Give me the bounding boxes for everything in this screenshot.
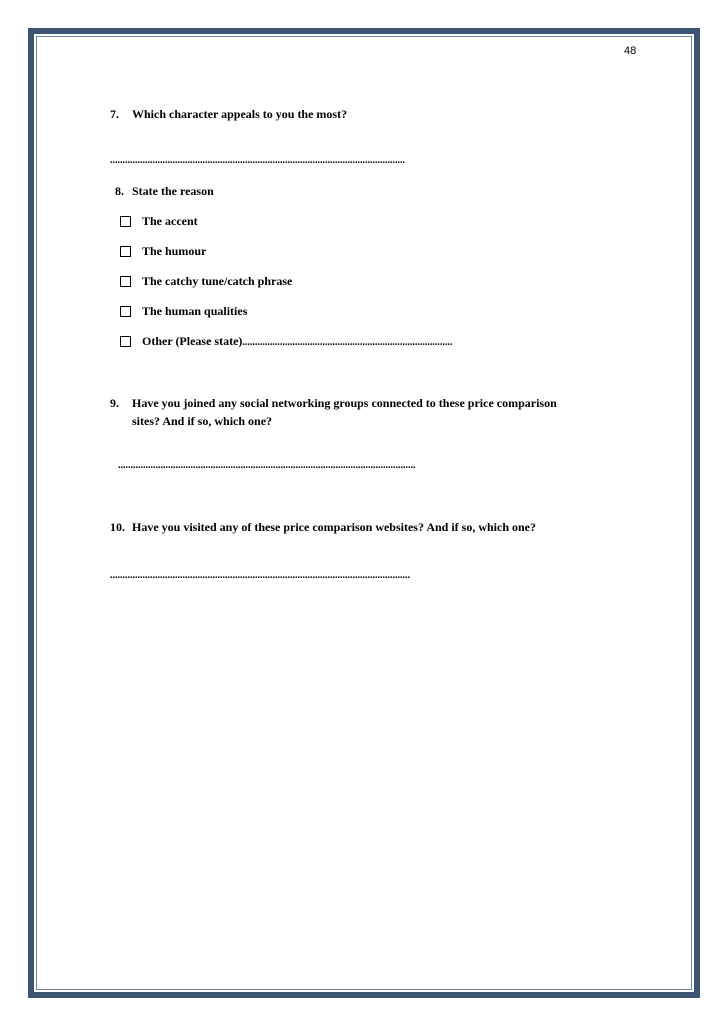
option-label: The human qualities xyxy=(142,304,248,318)
question-10 xyxy=(110,518,536,536)
checkbox-the-humour[interactable] xyxy=(120,246,131,257)
option-catchy-tune[interactable] xyxy=(120,273,293,289)
question-9-answer-line[interactable]: ....................................................................................................................... xyxy=(118,460,416,471)
option-label-other xyxy=(142,333,452,351)
checkbox-human-qualities[interactable] xyxy=(120,306,131,317)
page-number: 48 xyxy=(624,45,637,57)
question-7-number: 7. xyxy=(110,107,119,121)
checkbox-other[interactable] xyxy=(120,336,131,347)
option-other[interactable] xyxy=(120,333,453,349)
question-8 xyxy=(115,182,214,200)
question-9-text-line1: Have you joined any social networking groups connected to these price comparison xyxy=(132,396,557,410)
checkbox-the-accent[interactable] xyxy=(120,216,131,227)
option-the-accent[interactable] xyxy=(120,213,198,229)
question-9-number: 9. xyxy=(110,396,119,410)
option-label: The catchy tune/catch phrase xyxy=(142,274,293,288)
question-9-text-line2: sites? And if so, which one? xyxy=(132,414,273,428)
option-label: The humour xyxy=(142,244,207,258)
question-9 xyxy=(110,394,557,412)
question-8-number: 8. xyxy=(115,184,124,198)
question-9-continued xyxy=(132,412,272,430)
option-label-text: Other (Please state) xyxy=(142,334,243,348)
option-other-fill-line[interactable]: .................................................................................... xyxy=(242,337,453,348)
option-label: The accent xyxy=(142,214,198,228)
question-7-answer-line[interactable]: ...................................................................................................................... xyxy=(110,155,405,166)
question-10-answer-line[interactable]: ........................................................................................................................ xyxy=(110,570,410,581)
question-8-text: State the reason xyxy=(132,184,214,198)
question-10-text: Have you visited any of these price comparison websites? And if so, which one? xyxy=(132,520,537,534)
question-10-number: 10. xyxy=(110,520,125,534)
question-7-text: Which character appeals to you the most? xyxy=(132,107,348,121)
page-border xyxy=(28,28,700,998)
page-border-inner-rule xyxy=(36,36,692,990)
question-7 xyxy=(110,105,347,123)
option-the-humour[interactable] xyxy=(120,243,207,259)
checkbox-catchy-tune[interactable] xyxy=(120,276,131,287)
option-human-qualities[interactable] xyxy=(120,303,248,319)
